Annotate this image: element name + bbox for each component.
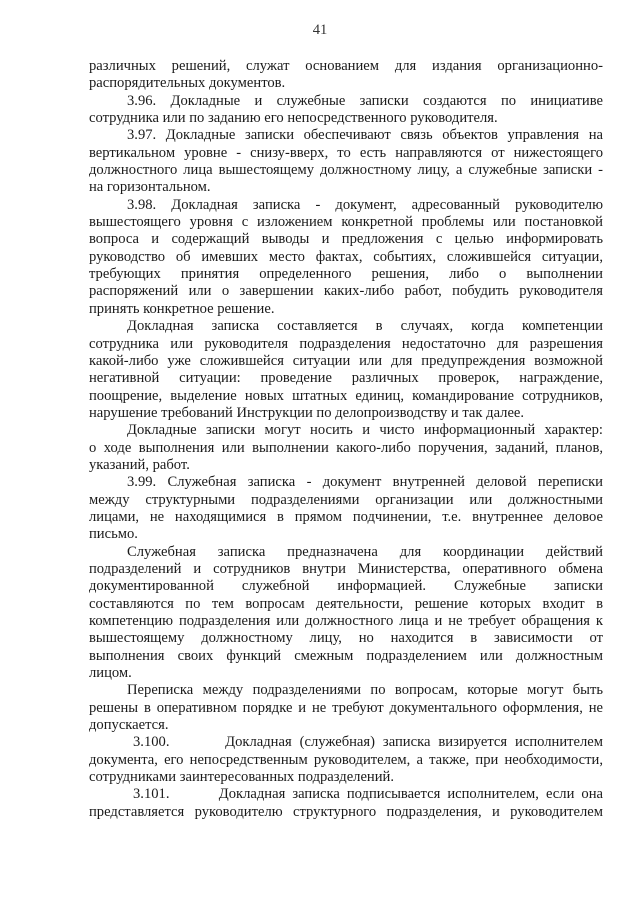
text-line: какой-либо уже сложившейся ситуации или для предупреждения возможной — [89, 352, 603, 369]
text-line: представляется руководителю структурного подразделения, и руководителем — [89, 803, 603, 820]
text-line: руководство об имевших место фактах, событиях, сложившейся ситуации, — [89, 248, 603, 265]
text-line: принять конкретное решение. — [89, 300, 275, 317]
paragraph-sluzhebnaya-purpose — [89, 544, 603, 683]
paragraph-3-98 — [89, 197, 603, 318]
text-line: вышестоящего уровня с изложением конкретной проблемы или постановкой — [89, 214, 603, 231]
text-line: на горизонтальном. — [89, 179, 211, 196]
text-line: поощрение, выделение новых штатных единиц, командирование сотрудников, — [89, 387, 603, 404]
text-line: о ходе выполнения или выполнении какого-либо поручения, заданий, планов, — [89, 439, 603, 456]
text-line: сотрудниками заинтересованных подразделений. — [89, 769, 395, 786]
text-line: письмо. — [89, 526, 138, 543]
text-line: 3.98. Докладная записка - документ, адресованный руководителю — [127, 196, 603, 213]
document-body — [89, 58, 603, 821]
text-line: сотрудника или руководителя подразделения недостаточно для разрешения — [89, 335, 603, 352]
text-line: 3.100. Докладная (служебная) записка визируется исполнителем — [133, 734, 603, 751]
paragraph-continuation — [89, 58, 603, 93]
text-line: составляются по тем вопросам деятельности, решение которых входит в — [89, 595, 603, 612]
text-line: Переписка между подразделениями по вопросам, которые могут быть — [127, 682, 603, 699]
text-line: нарушение требований Инструкции по делопроизводству и так далее. — [89, 404, 525, 421]
text-line: требующих принятия определенного решения, либо о выполнении — [89, 266, 603, 283]
text-line: сотрудника или по заданию его непосредственного руководителя. — [89, 110, 498, 127]
text-line: Докладные записки могут носить и чисто информационный характер: — [127, 422, 603, 439]
text-line: различных решений, служат основанием для издания организационно- — [89, 58, 603, 74]
text-line: лицом. — [89, 665, 132, 682]
text-line: указаний, работ. — [89, 456, 190, 473]
text-line: между структурными подразделениями организации или должностными — [89, 491, 603, 508]
text-line: вышестоящему должностному лицу, но находится в зависимости от — [89, 630, 603, 647]
paragraph-3-99 — [89, 474, 603, 543]
paragraph-informational — [89, 422, 603, 474]
text-line: лицами, не находящимися в прямом подчинении, т.е. внутреннее деловое — [89, 508, 603, 525]
text-line: компетенцию подразделения или должностного лица и не требует обращения к — [89, 613, 603, 629]
text-line: вертикальном уровне - снизу-вверх, то есть направляются от нижестоящего — [89, 144, 603, 161]
paragraph-3-100 — [89, 734, 603, 786]
text-line: допускается. — [89, 717, 169, 734]
paragraph-3-97 — [89, 127, 603, 196]
paragraph-3-101 — [89, 786, 603, 821]
text-line: документа, его непосредственным руководителем, а также, при необходимости, — [89, 751, 603, 768]
text-line: 3.97. Докладные записки обеспечивают связь объектов управления на — [127, 127, 603, 144]
text-line: подразделений и сотрудников внутри Министерства, оперативного обмена — [89, 560, 603, 577]
page-number: 41 — [312, 22, 328, 38]
text-line: решены в оперативном порядке и не требуют документального оформления, не — [89, 699, 603, 716]
paragraph-correspondence — [89, 682, 603, 734]
text-line: 3.99. Служебная записка - документ внутренней деловой переписки — [127, 474, 603, 491]
paragraph-dokladnaya-cases — [89, 318, 603, 422]
text-line: выполнения своих функций смежным подразделением или должностным — [89, 647, 603, 664]
text-line: распорядительных документов. — [89, 75, 286, 92]
text-line: должностного лица вышестоящему должностному лицу, а служебные записки - — [89, 162, 603, 179]
text-line: Служебная записка предназначена для координации действий — [127, 543, 603, 560]
text-line: вопроса и содержащий выводы и предложения с целью информировать — [89, 231, 603, 248]
text-line: Докладная записка составляется в случаях, когда компетенции — [127, 318, 603, 335]
text-line: документированной служебной информацией. Служебные записки — [89, 578, 603, 595]
text-line: 3.101. Докладная записка подписывается исполнителем, если она — [133, 786, 603, 803]
paragraph-3-96 — [89, 93, 603, 128]
text-line: распоряжений или о завершении каких-либо работ, побудить руководителя — [89, 283, 603, 300]
text-line: 3.96. Докладные и служебные записки создаются по инициативе — [127, 92, 603, 109]
text-line: негативной ситуации: проведение различных проверок, награждение, — [89, 370, 603, 387]
